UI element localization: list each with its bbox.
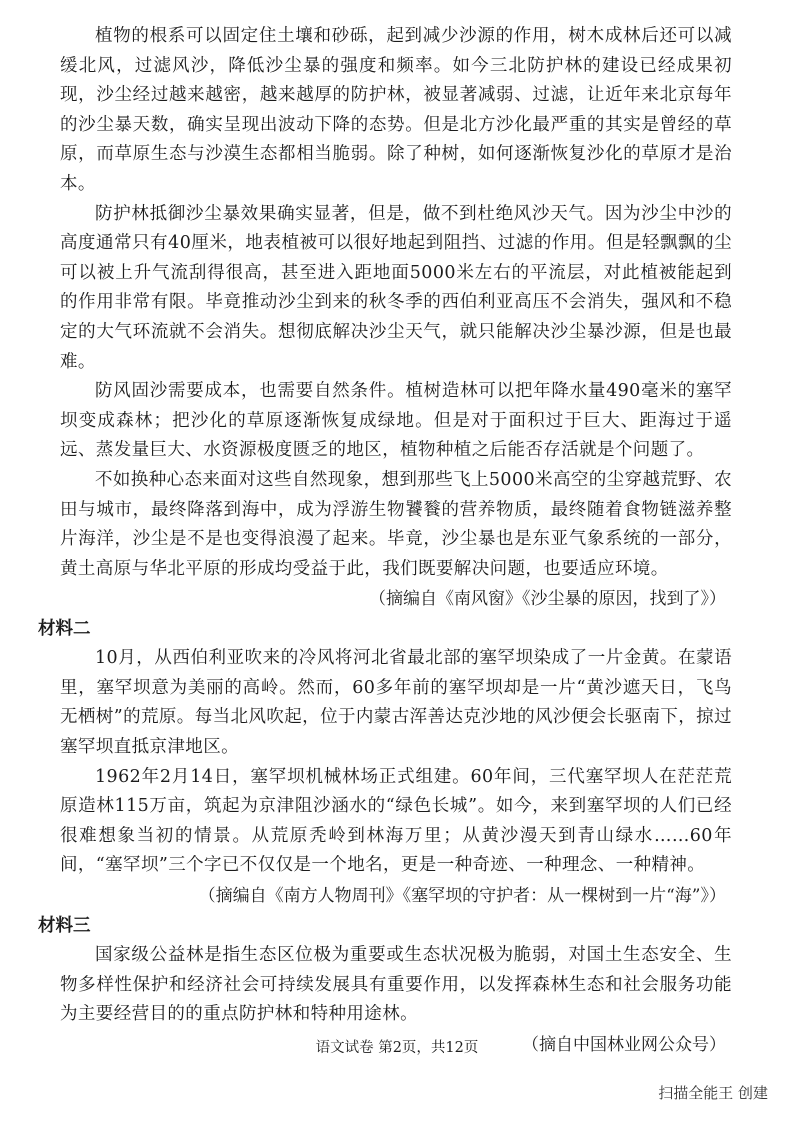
material-2-source: （摘编自《南方人物周刊》《塞罕坝的守护者：从一棵树到一片“海”》） xyxy=(198,886,726,907)
material-2 xyxy=(38,614,732,911)
material-1-paragraph-3: 防风固沙需要成本，也需要自然条件。植树造林可以把年降水量490毫米的塞罕坝变成森林；把沙化的草原逐渐恢复成绿地。但是对于面积过于巨大、距海过于遥远、蒸发量巨大、水资源极度匮乏的地区，植物种植之后能否存活就是个问题了。 xyxy=(60,381,732,461)
material-3-heading: 材料三 xyxy=(38,916,91,937)
material-2-paragraph-1: 10月，从西伯利亚吹来的冷风将河北省最北部的塞罕坝染成了一片金黄。在蒙语里，塞罕坝意为美丽的高岭。然而，60多年前的塞罕坝却是一片“黄沙遮天日，飞鸟无栖树”的荒原。每当北风吹起，位于内蒙古浑善达克沙地的风沙便会长驱南下，掠过塞罕坝直抵京津地区。 xyxy=(60,648,732,758)
material-1-source: （摘编自《南风窗》《沙尘暴的原因，找到了》） xyxy=(369,589,726,610)
scanner-watermark: 扫描全能王 创建 xyxy=(658,1084,768,1102)
material-2-heading: 材料二 xyxy=(38,619,91,640)
material-2-paragraph-2: 1962年2月14日，塞罕坝机械林场正式组建。60年间，三代塞罕坝人在茫茫荒原造林115万亩，筑起为京津阻沙涵水的“绿色长城”。如今，来到塞罕坝的人们已经很难想象当初的情景。从荒原秃岭到林海万里；从黄沙漫天到青山绿水……60年间，“塞罕坝”三个字已不仅仅是一个地名，更是一种奇迹、一种理念、一种精神。 xyxy=(60,766,732,876)
material-1-paragraph-2: 防护林抵御沙尘暴效果确实显著，但是，做不到杜绝风沙天气。因为沙尘中沙的高度通常只有40厘米，地表植被可以很好地起到阻挡、过滤的作用。但是轻飘飘的尘可以被上升气流刮得很高，甚至进入距地面5000米左右的平流层，对此植被能起到的作用非常有限。毕竟推动沙尘到来的秋冬季的西伯利亚高压不会消失，强风和不稳定的大气环流就不会消失。想彻底解决沙尘天气，就只能解决沙尘暴沙源，但是也最难。 xyxy=(60,203,732,372)
material-1-paragraph-1: 植物的根系可以固定住土壤和砂砾，起到减少沙源的作用，树木成林后还可以减缓北风，过滤风沙，降低沙尘暴的强度和频率。如今三北防护林的建设已经成果初现，沙尘经过越来越密，越来越厚的防护林，被显著减弱、过滤，让近年来北京每年的沙尘暴天数，确实呈现出波动下降的态势。但是北方沙化最严重的其实是曾经的草原，而草原生态与沙漠生态都相当脆弱。除了种树，如何逐渐恢复沙化的草原才是治本。 xyxy=(60,26,732,194)
material-3-source: （摘自中国林业网公众号） xyxy=(522,1034,726,1055)
material-1-paragraph-4: 不如换种心态来面对这些自然现象，想到那些飞上5000米高空的尘穿越荒野、农田与城市，最终降落到海中，成为浮游生物饕餮的营养物质，最终随着食物链滋养整片海洋，沙尘是不是也变得浪漫了起来。毕竟，沙尘暴也是东亚气象系统的一部分，黄土高原与华北平原的形成均受益于此，我们既要解决问题，也要适应环境。 xyxy=(60,469,732,579)
page-footer: 语文试卷 第2页，共12页 xyxy=(315,1040,479,1056)
material-1 xyxy=(60,22,732,614)
document-page xyxy=(38,22,732,1060)
material-3-paragraph-1: 国家级公益林是指生态区位极为重要或生态状况极为脆弱，对国土生态安全、生物多样性保护和经济社会可持续发展具有重要作用，以发挥森林生态和社会服务功能为主要经营目的的重点防护林和特种用途林。 xyxy=(60,945,732,1025)
